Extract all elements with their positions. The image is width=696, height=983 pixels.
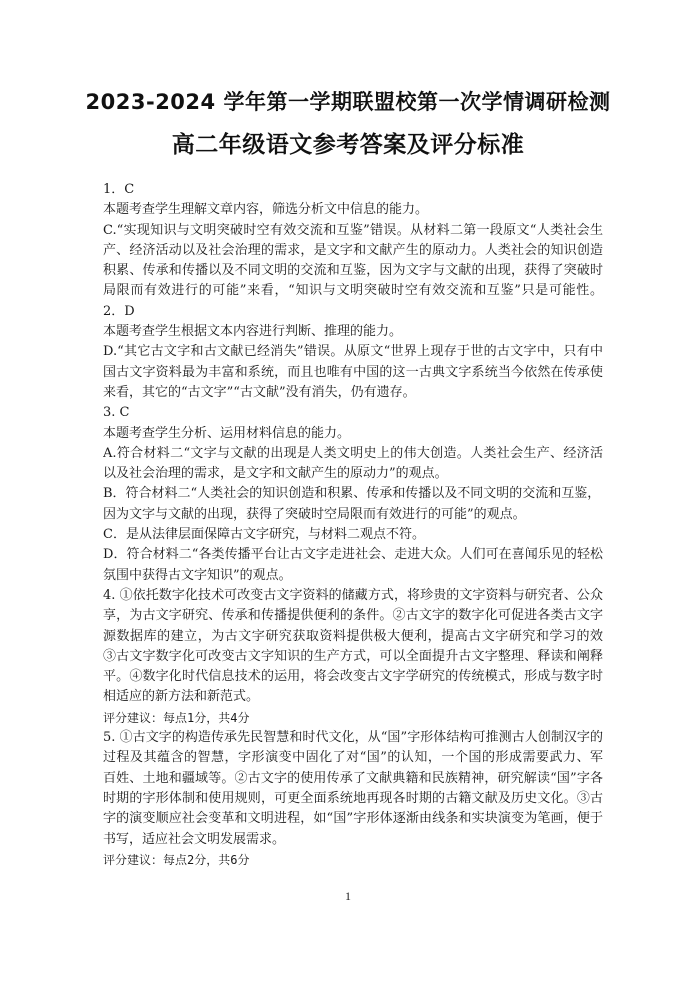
answer-block-3 bbox=[103, 403, 603, 586]
answer-4-scoring: 评分建议：每点1分，共4分 bbox=[103, 710, 250, 725]
answer-2-heading: 2．D bbox=[103, 303, 135, 319]
answer-2-line: 本题考查学生根据文本内容进行判断、推理的能力。 bbox=[103, 324, 403, 340]
answer-1-line: 本题考查学生理解文章内容，筛选分析文中信息的能力。 bbox=[103, 202, 429, 218]
answer-5-line: 过程及其蕴含的智慧，字形演变中固化了对“国”的认知，一个国的形成需要武力、军 bbox=[103, 750, 603, 766]
answer-1-line: 积累、传承和传播以及不同文明的交流和互鉴，因为文字与文献的出现，获得了突破时 bbox=[103, 263, 603, 279]
answer-4-line: 享，为古文字研究、传承和传播提供便利的条件。②古文字的数字化可促进各类古文字 bbox=[103, 608, 603, 624]
answer-block-5 bbox=[103, 728, 603, 870]
answer-5-line: 书写，适应社会文明发展需求。 bbox=[103, 831, 286, 847]
page-number: 1 bbox=[345, 889, 351, 903]
answer-1-line: C.“实现知识与文明突破时空有效交流和互鉴”错误。从材料二第一段原文“人类社会生 bbox=[103, 222, 603, 238]
answer-1-line: 局限而有效进行的可能”来看，“知识与文明突破时空有效交流和互鉴”只是可能性。 bbox=[103, 283, 603, 299]
answer-2-line: 来看，其它的“古文字”“古文献”没有消失，仍有遗存。 bbox=[103, 384, 416, 400]
document-subtitle: 高二年级语文参考答案及评分标准 bbox=[171, 132, 525, 158]
answer-block-2 bbox=[103, 302, 603, 403]
answer-4-line: 相适应的新方法和新范式。 bbox=[103, 689, 260, 705]
answer-4-line: 源数据库的建立，为古文字研究获取资料提供极大便利，提高古文字研究和学习的效 bbox=[103, 628, 603, 644]
answer-3-line: 因为文字与文献的出现，获得了突破时空局限而有效进行的可能”的观点。 bbox=[103, 506, 526, 522]
answer-3-line: A.符合材料二“文字与文献的出现是人类文明史上的伟大创造。人类社会生产、经济活 bbox=[103, 445, 603, 461]
answer-3-heading: 3. C bbox=[103, 405, 130, 421]
answer-block-1 bbox=[103, 180, 603, 302]
answer-4-line: 平。④数字化时代信息技术的运用，将会改变古文字学研究的传统模式，形成与数字时 bbox=[103, 669, 603, 685]
answer-1-heading: 1．C bbox=[103, 182, 135, 197]
document-title: 2023-2024 学年第一学期联盟校第一次学情调研检测 bbox=[85, 90, 611, 114]
answer-3-line: 以及社会治理的需求，是文字和文献产生的原动力”的观点。 bbox=[103, 466, 448, 482]
answer-5-heading: 5. ①古文字的构造传承先民智慧和时代文化，从“国”字形体结构可推测古人创制汉字的 bbox=[103, 730, 603, 746]
answer-5-line: 字的演变顺应社会变革和文明进程，如“国”字形体逐渐由线条和实块演变为笔画，便于 bbox=[103, 811, 603, 827]
answer-3-line: B．符合材料二“人类社会的知识创造和积累、传承和传播以及不同文明的交流和互鉴， bbox=[103, 486, 601, 502]
answer-2-line: D.“其它古文字和古文献已经消失”错误。从原文“世界上现存于世的古文字中，只有中 bbox=[103, 344, 603, 360]
answer-5-line: 时期的字形体制和使用规则，可更全面系统地再现各时期的古籍文献及历史文化。③古 bbox=[103, 790, 603, 806]
answer-3-line: 本题考查学生分析、运用材料信息的能力。 bbox=[103, 425, 351, 441]
answer-3-line: 氛围中获得古文字知识”的观点。 bbox=[103, 567, 292, 583]
answer-2-line: 国古文字资料最为丰富和系统，而且也唯有中国的这一古典文字系统当今依然在传承使 bbox=[103, 364, 603, 380]
answer-content bbox=[103, 180, 603, 870]
answer-3-line: C．是从法律层面保障古文字研究，与材料二观点不符。 bbox=[103, 527, 425, 543]
answer-3-line: D．符合材料二“各类传播平台让古文字走进社会、走进大众。人们可在喜闻乐见的轻松 bbox=[103, 547, 603, 563]
answer-block-4 bbox=[103, 586, 603, 728]
answer-4-heading: 4. ①依托数字化技术可改变古文字资料的储藏方式，将珍贵的文字资料与研究者、公众 bbox=[103, 587, 603, 603]
answer-5-scoring: 评分建议：每点2分，共6分 bbox=[103, 852, 250, 867]
answer-5-line: 百姓、土地和疆域等。②古文字的使用传承了文献典籍和民族精神，研究解读“国”字各 bbox=[103, 770, 603, 786]
answer-1-line: 产、经济活动以及社会治理的需求，是文字和文献产生的原动力。人类社会的知识创造 bbox=[103, 242, 603, 258]
answer-4-line: ③古文字数字化可改变古文字知识的生产方式，可以全面提升古文字整理、释读和阐释 bbox=[103, 648, 603, 664]
